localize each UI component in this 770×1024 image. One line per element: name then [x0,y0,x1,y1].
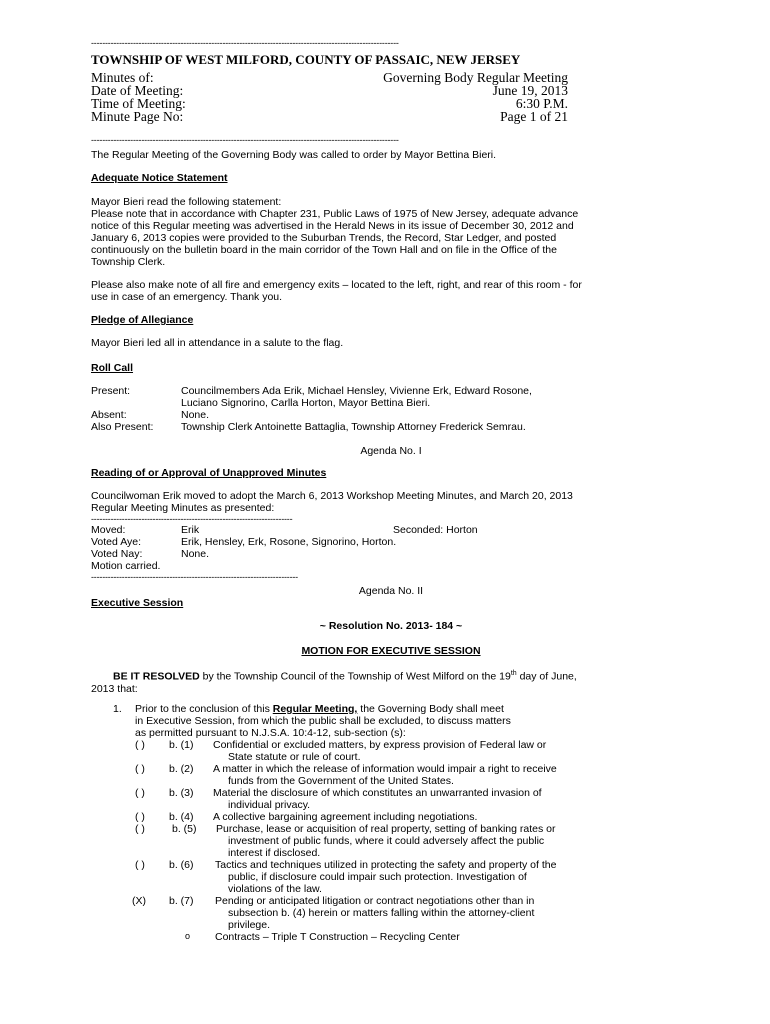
motion-rule: ------------------------------------------------------------------------ [91,514,293,524]
subsection-b1: ( ) b. (1) Confidential or excluded matters, by express provision of Federal law or [135,739,547,751]
motion-title-wrap [91,645,691,657]
executive-session-heading: Executive Session [91,597,184,609]
notice-heading: Adequate Notice Statement [91,172,228,184]
resolved-bold: BE IT RESOLVED [113,670,200,683]
header-rule-bottom: -------------------------------------------------------------------------------------------------------------- [91,135,399,145]
contracts-bullet: o Contracts – Triple T Construction – Recycling Center [185,931,460,943]
executive-session-item-1: 1. Prior to the conclusion of this Regular Meeting, the Governing Body shall meet in Executive Session, from which the public shall be excluded, to discuss matters as permitted pursuant to N.J.S.A. 10:4-12, sub-section (s): ( ) b. (1) Confidential or excluded matters, by express provision of Federal law or State statute or rule of court. ( ) b. (2) A matter in which the release of information would impair a right to receive funds from the Government of the United States. ( ) b. (3) Material the disclosure of which constitutes an unwarranted invasion of individual privacy. ( ) b. (4) A collective bargaining agreement including negotiations. ( ) b. (5) Purchase, lease or acquisition of real property, setting of banking rates or investment of public funds, where it could adversely affect the public interest if disclosed. ( ) b. (6) Tactics and techniques utilized in protecting the safety and property of the public, if disclosure could impair such protection. Investigation of violations of the law. (X) b. (7) Pending or anticipated litigation or contract negotiations other than in subsection b. (4) herein or matters falling within the attorney-client privilege. o Contracts – Triple T Construction – Recycling Center [91,703,691,943]
document-title: TOWNSHIP OF WEST MILFORD, COUNTY OF PASSAIC, NEW JERSEY [91,52,521,67]
subsection-b7: (X) b. (7) Pending or anticipated litigation or contract negotiations other than in [132,895,535,907]
roll-call [91,385,691,433]
resolution-number: ~ Resolution No. 2013- 184 ~ [319,620,463,632]
meeting-metadata [91,71,568,123]
bullet-o-icon: o [185,931,191,941]
minutes-heading: Reading of or Approval of Unapproved Minutes [91,467,327,479]
subsection-b2: ( ) b. (2) A matter in which the release of information would impair a right to receive [135,763,557,775]
roll-call-heading: Roll Call [91,362,134,374]
motion-carried: Motion carried. [91,560,161,572]
pledge-text: Mayor Bieri led all in attendance in a salute to the flag. [91,337,344,349]
subsection-b4: ( ) b. (4) A collective bargaining agreement including negotiations. [135,811,478,823]
resolved-clause: BE IT RESOLVED by the Township Council of the Township of West Milford on the 19th day of June, 2013 that: [91,670,577,695]
voted-aye-row: Voted Aye: Erik, Hensley, Erk, Rosone, Signorino, Horton. [91,536,397,548]
moved-row: Moved: Erik Seconded: Horton [91,524,478,536]
motion-rule-2: -------------------------------------------------------------------------- [91,572,298,582]
meta-date: Date of Meeting: June 19, 2013 [91,83,568,98]
meta-time: Time of Meeting: 6:30 P.M. [91,96,568,111]
agenda-number-2: Agenda No. II [358,585,424,597]
subsection-b6: ( ) b. (6) Tactics and techniques utilized in protecting the safety and property of the [135,859,557,871]
subsection-b5: ( ) b. (5) Purchase, lease or acquisition of real property, setting of banking rates or [135,823,556,835]
motion-title: MOTION FOR EXECUTIVE SESSION [301,645,481,657]
pledge-heading: Pledge of Allegiance [91,314,194,326]
regular-meeting-bold: Regular Meeting, [272,703,358,715]
notice-statement: Mayor Bieri read the following statement: Please note that in accordance with Chapter 231, Public Laws of 1975 of New Jersey, adequate advance notice of this Regular meeting was advertised in the Herald News in its issue of December 30, 2012 and January 6, 2013 copies were provided to the Suburban Trends, the Record, Star Ledger, and posted continuously on the bulletin board in the main corridor of the Town Hall and on file in the Office of the Township Clerk. [91,196,579,268]
roll-absent: Absent: None. [91,409,210,421]
header-rule-top: -------------------------------------------------------------------------------------------------------------- [91,38,399,48]
roll-also-present: Also Present: Township Clerk Antoinette Battaglia, Township Attorney Frederick Semrau. [91,421,526,433]
subsection-b3: ( ) b. (3) Material the disclosure of which constitutes an unwarranted invasion of [135,787,542,799]
minutes-motion: Councilwoman Erik moved to adopt the March 6, 2013 Workshop Meeting Minutes, and March 20, 2013 Regular Meeting Minutes as presented: ------------------------------------------------------------------------ Moved: Erik Seconded: Horton Voted Aye: Erik, Hensley, Erk, Rosone, Signorino, Horton. Voted Nay: None. Motion carried. -------------------------------------------------------------------------- [91,490,691,582]
meta-minutes-of: Minutes of: Governing Body Regular Meeting [91,70,568,85]
agenda-number-1: Agenda No. I [360,445,422,457]
emergency-exits-notice: Please also make note of all fire and emergency exits – located to the left, right, and rear of this room - for use in case of an emergency. Thank you. [91,279,582,303]
voted-nay-row: Voted Nay: None. [91,548,210,560]
roll-present: Present: Councilmembers Ada Erik, Michael Hensley, Vivienne Erk, Edward Rosone, Luciano Signorino, Carlla Horton, Mayor Bettina Bieri. [91,385,532,409]
meta-page-no: Minute Page No: Page 1 of 21 [91,109,568,124]
call-to-order: The Regular Meeting of the Governing Body was called to order by Mayor Bettina Bieri. [91,149,497,161]
